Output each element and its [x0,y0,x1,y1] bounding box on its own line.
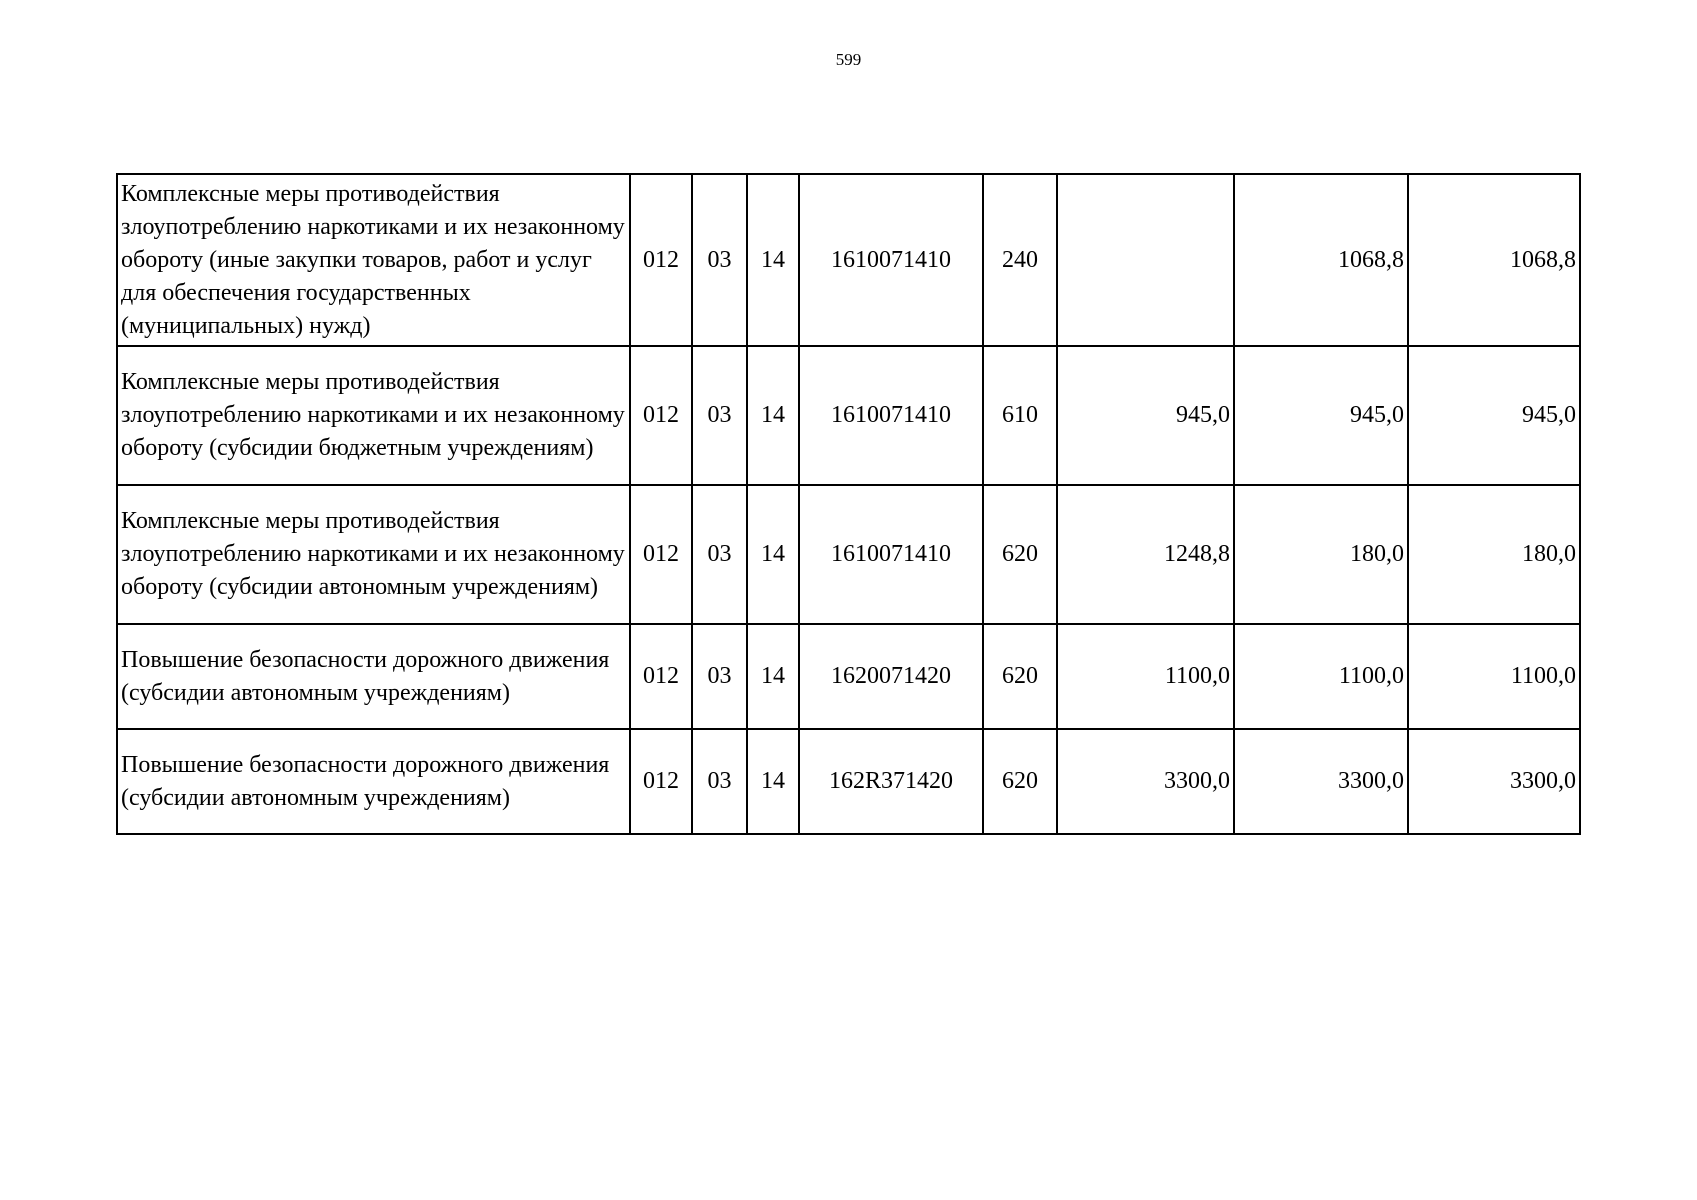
target-article-code: 162R371420 [799,729,983,834]
target-article-code: 1610071410 [799,174,983,346]
section-code: 03 [692,346,747,485]
target-article-code: 1620071420 [799,624,983,729]
section-code: 03 [692,485,747,624]
table-row [117,624,1580,729]
amount-2: 3300,0 [1234,729,1408,834]
amount-3: 180,0 [1408,485,1580,624]
amount-2: 945,0 [1234,346,1408,485]
budget-table [116,173,1581,835]
amount-3: 1068,8 [1408,174,1580,346]
subsection-code: 14 [747,346,799,485]
table-row [117,346,1580,485]
row-description: Повышение безопасности дорожного движения (субсидии автономным учреждениям) [117,729,630,834]
row-description: Комплексные меры противодействия злоупотреблению наркотиками и их незаконному обороту (субсидии бюджетным учреждениям) [117,346,630,485]
row-description: Комплексные меры противодействия злоупотреблению наркотиками и их незаконному обороту (субсидии автономным учреждениям) [117,485,630,624]
amount-1: 1100,0 [1057,624,1234,729]
target-article-code: 1610071410 [799,485,983,624]
section-code: 03 [692,624,747,729]
ministry-code: 012 [630,485,692,624]
amount-2: 1068,8 [1234,174,1408,346]
amount-1: 3300,0 [1057,729,1234,834]
ministry-code: 012 [630,624,692,729]
amount-1: 945,0 [1057,346,1234,485]
ministry-code: 012 [630,174,692,346]
expense-type-code: 620 [983,729,1057,834]
expense-type-code: 620 [983,485,1057,624]
amount-3: 1100,0 [1408,624,1580,729]
row-description: Повышение безопасности дорожного движения (субсидии автономным учреждениям) [117,624,630,729]
row-description: Комплексные меры противодействия злоупотреблению наркотиками и их незаконному обороту (иные закупки товаров, работ и услуг для обеспечения государственных (муниципальных) нужд) [117,174,630,346]
table-row [117,485,1580,624]
amount-1: 1248,8 [1057,485,1234,624]
target-article-code: 1610071410 [799,346,983,485]
section-code: 03 [692,729,747,834]
subsection-code: 14 [747,174,799,346]
subsection-code: 14 [747,729,799,834]
subsection-code: 14 [747,624,799,729]
ministry-code: 012 [630,729,692,834]
amount-3: 945,0 [1408,346,1580,485]
table-row [117,729,1580,834]
expense-type-code: 610 [983,346,1057,485]
amount-1 [1057,174,1234,346]
amount-2: 180,0 [1234,485,1408,624]
subsection-code: 14 [747,485,799,624]
amount-2: 1100,0 [1234,624,1408,729]
page-number: 599 [835,50,862,69]
expense-type-code: 240 [983,174,1057,346]
table-row [117,174,1580,346]
expense-type-code: 620 [983,624,1057,729]
ministry-code: 012 [630,346,692,485]
amount-3: 3300,0 [1408,729,1580,834]
section-code: 03 [692,174,747,346]
